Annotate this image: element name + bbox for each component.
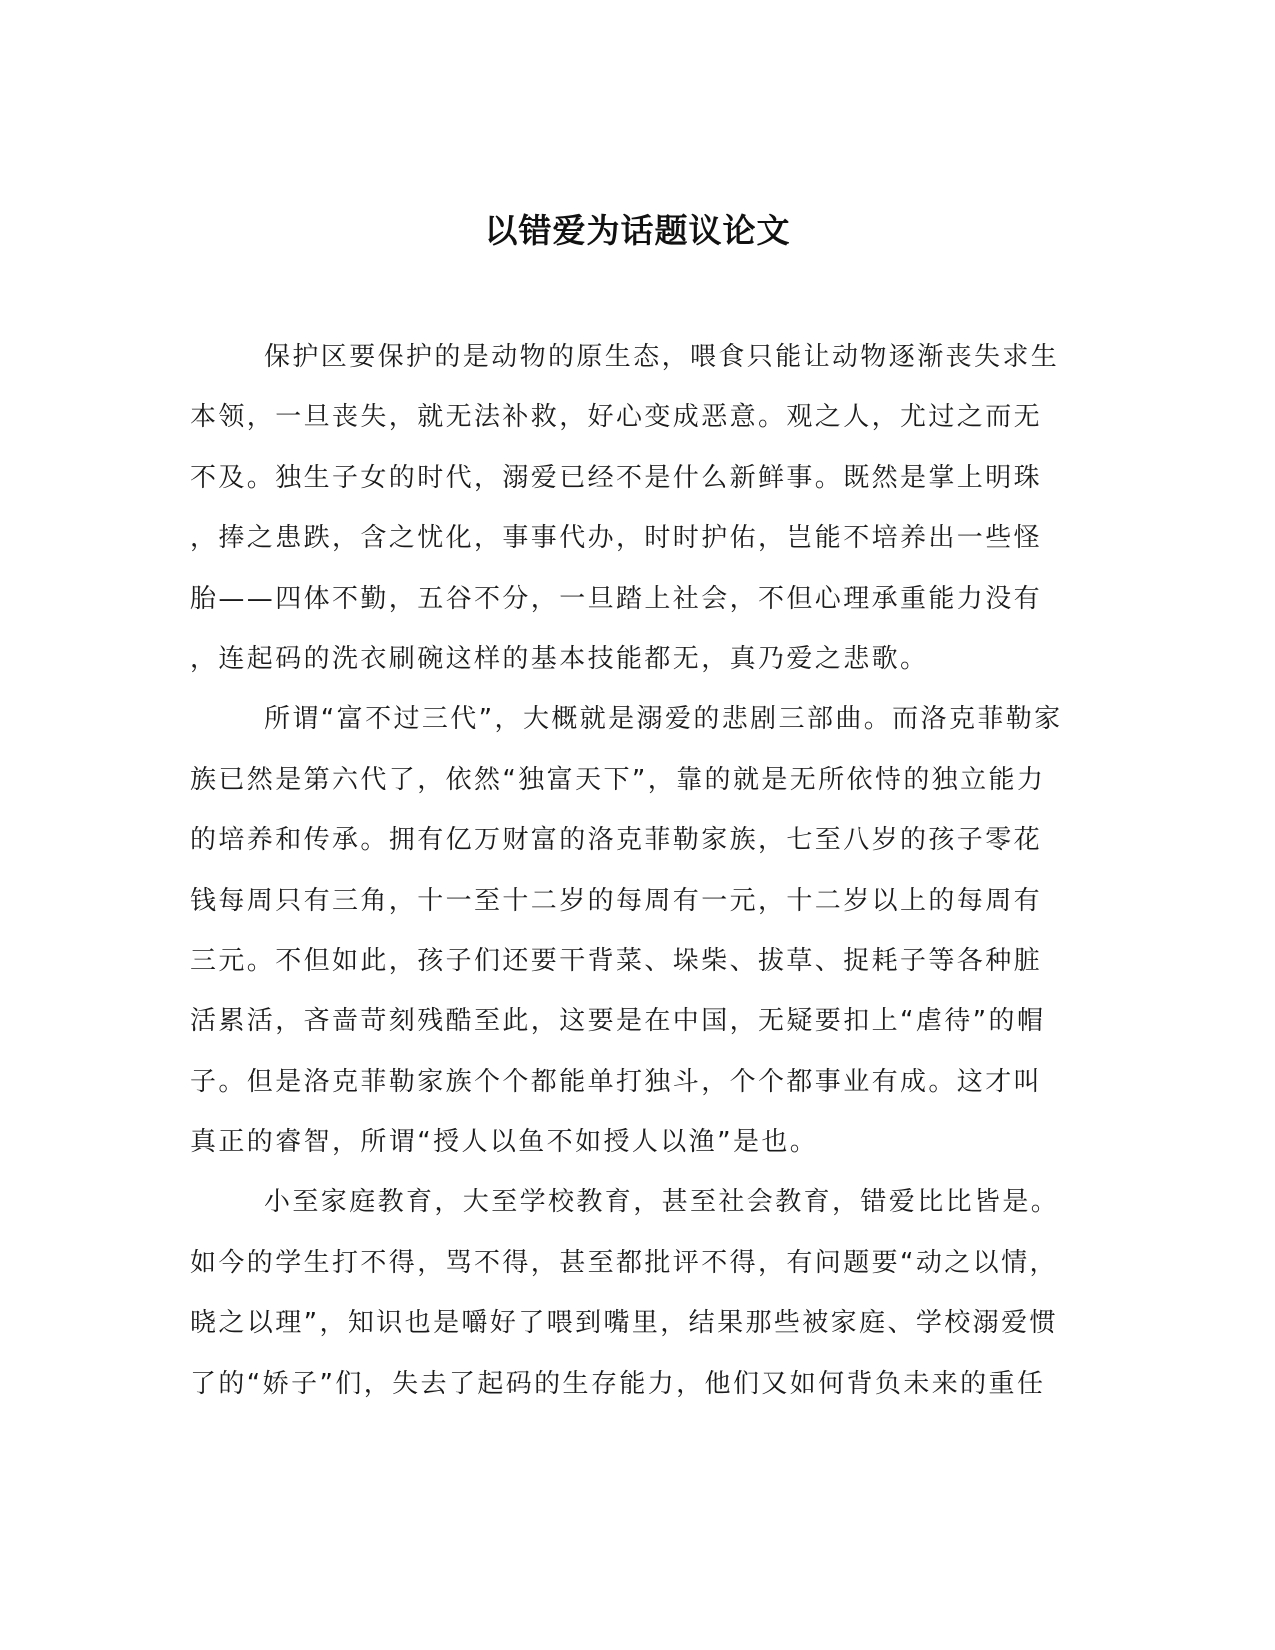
document-title: 以错爱为话题议论文	[484, 211, 791, 250]
document-body	[190, 327, 1083, 1414]
paragraph-1	[190, 327, 1083, 689]
paragraph-line: 保护区要保护的是动物的原生态，喂食只能让动物逐渐丧失求生	[264, 342, 1060, 372]
paragraph-line: 如今的学生打不得，骂不得，甚至都批评不得，有问题要“动之以情，	[190, 1247, 1058, 1278]
paragraph-line: 晓之以理”，知识也是嚼好了喂到嘴里，结果那些被家庭、学校溺爱惯	[190, 1308, 1058, 1339]
paragraph-3	[190, 1172, 1083, 1414]
paragraph-2	[190, 689, 1083, 1172]
paragraph-line: 真正的睿智，所谓“授人以鱼不如授人以渔”是也。	[190, 1127, 819, 1158]
paragraph-line: 活累活，吝啬苛刻残酷至此，这要是在中国，无疑要扣上“虐待”的帽	[190, 1006, 1046, 1037]
paragraph-line: 本领，一旦丧失，就无法补救，好心变成恶意。观之人，尤过之而无	[190, 402, 1043, 433]
paragraph-line: ，连起码的洗衣刷碗这样的基本技能都无，真乃爱之悲歌。	[190, 643, 929, 674]
paragraph-line: 钱每周只有三角，十一至十二岁的每周有一元，十二岁以上的每周有	[190, 885, 1043, 916]
paragraph-line: 三元。不但如此，孩子们还要干背菜、垛柴、拔草、捉耗子等各种脏	[190, 945, 1043, 976]
paragraph-line: 子。但是洛克菲勒家族个个都能单打独斗，个个都事业有成。这才叫	[190, 1066, 1043, 1097]
paragraph-line: 小至家庭教育，大至学校教育，甚至社会教育，错爱比比皆是。	[264, 1187, 1060, 1218]
paragraph-line: 所谓“富不过三代”，大概就是溺爱的悲剧三部曲。而洛克菲勒家	[264, 704, 1063, 735]
paragraph-line: ，捧之患跌，含之忧化，事事代办，时时护佑，岂能不培养出一些怪	[190, 523, 1043, 554]
paragraph-line: 的培养和传承。拥有亿万财富的洛克菲勒家族，七至八岁的孩子零花	[190, 825, 1043, 856]
paragraph-line: 胎——四体不勤，五谷不分，一旦踏上社会，不但心理承重能力没有	[190, 583, 1043, 614]
paragraph-line: 了的“娇子”们，失去了起码的生存能力，他们又如何背负未来的重任	[190, 1368, 1046, 1399]
paragraph-line: 不及。独生子女的时代，溺爱已经不是什么新鲜事。既然是掌上明珠	[190, 462, 1043, 493]
paragraph-line: 族已然是第六代了，依然“独富天下”，靠的就是无所依恃的独立能力	[190, 764, 1046, 795]
